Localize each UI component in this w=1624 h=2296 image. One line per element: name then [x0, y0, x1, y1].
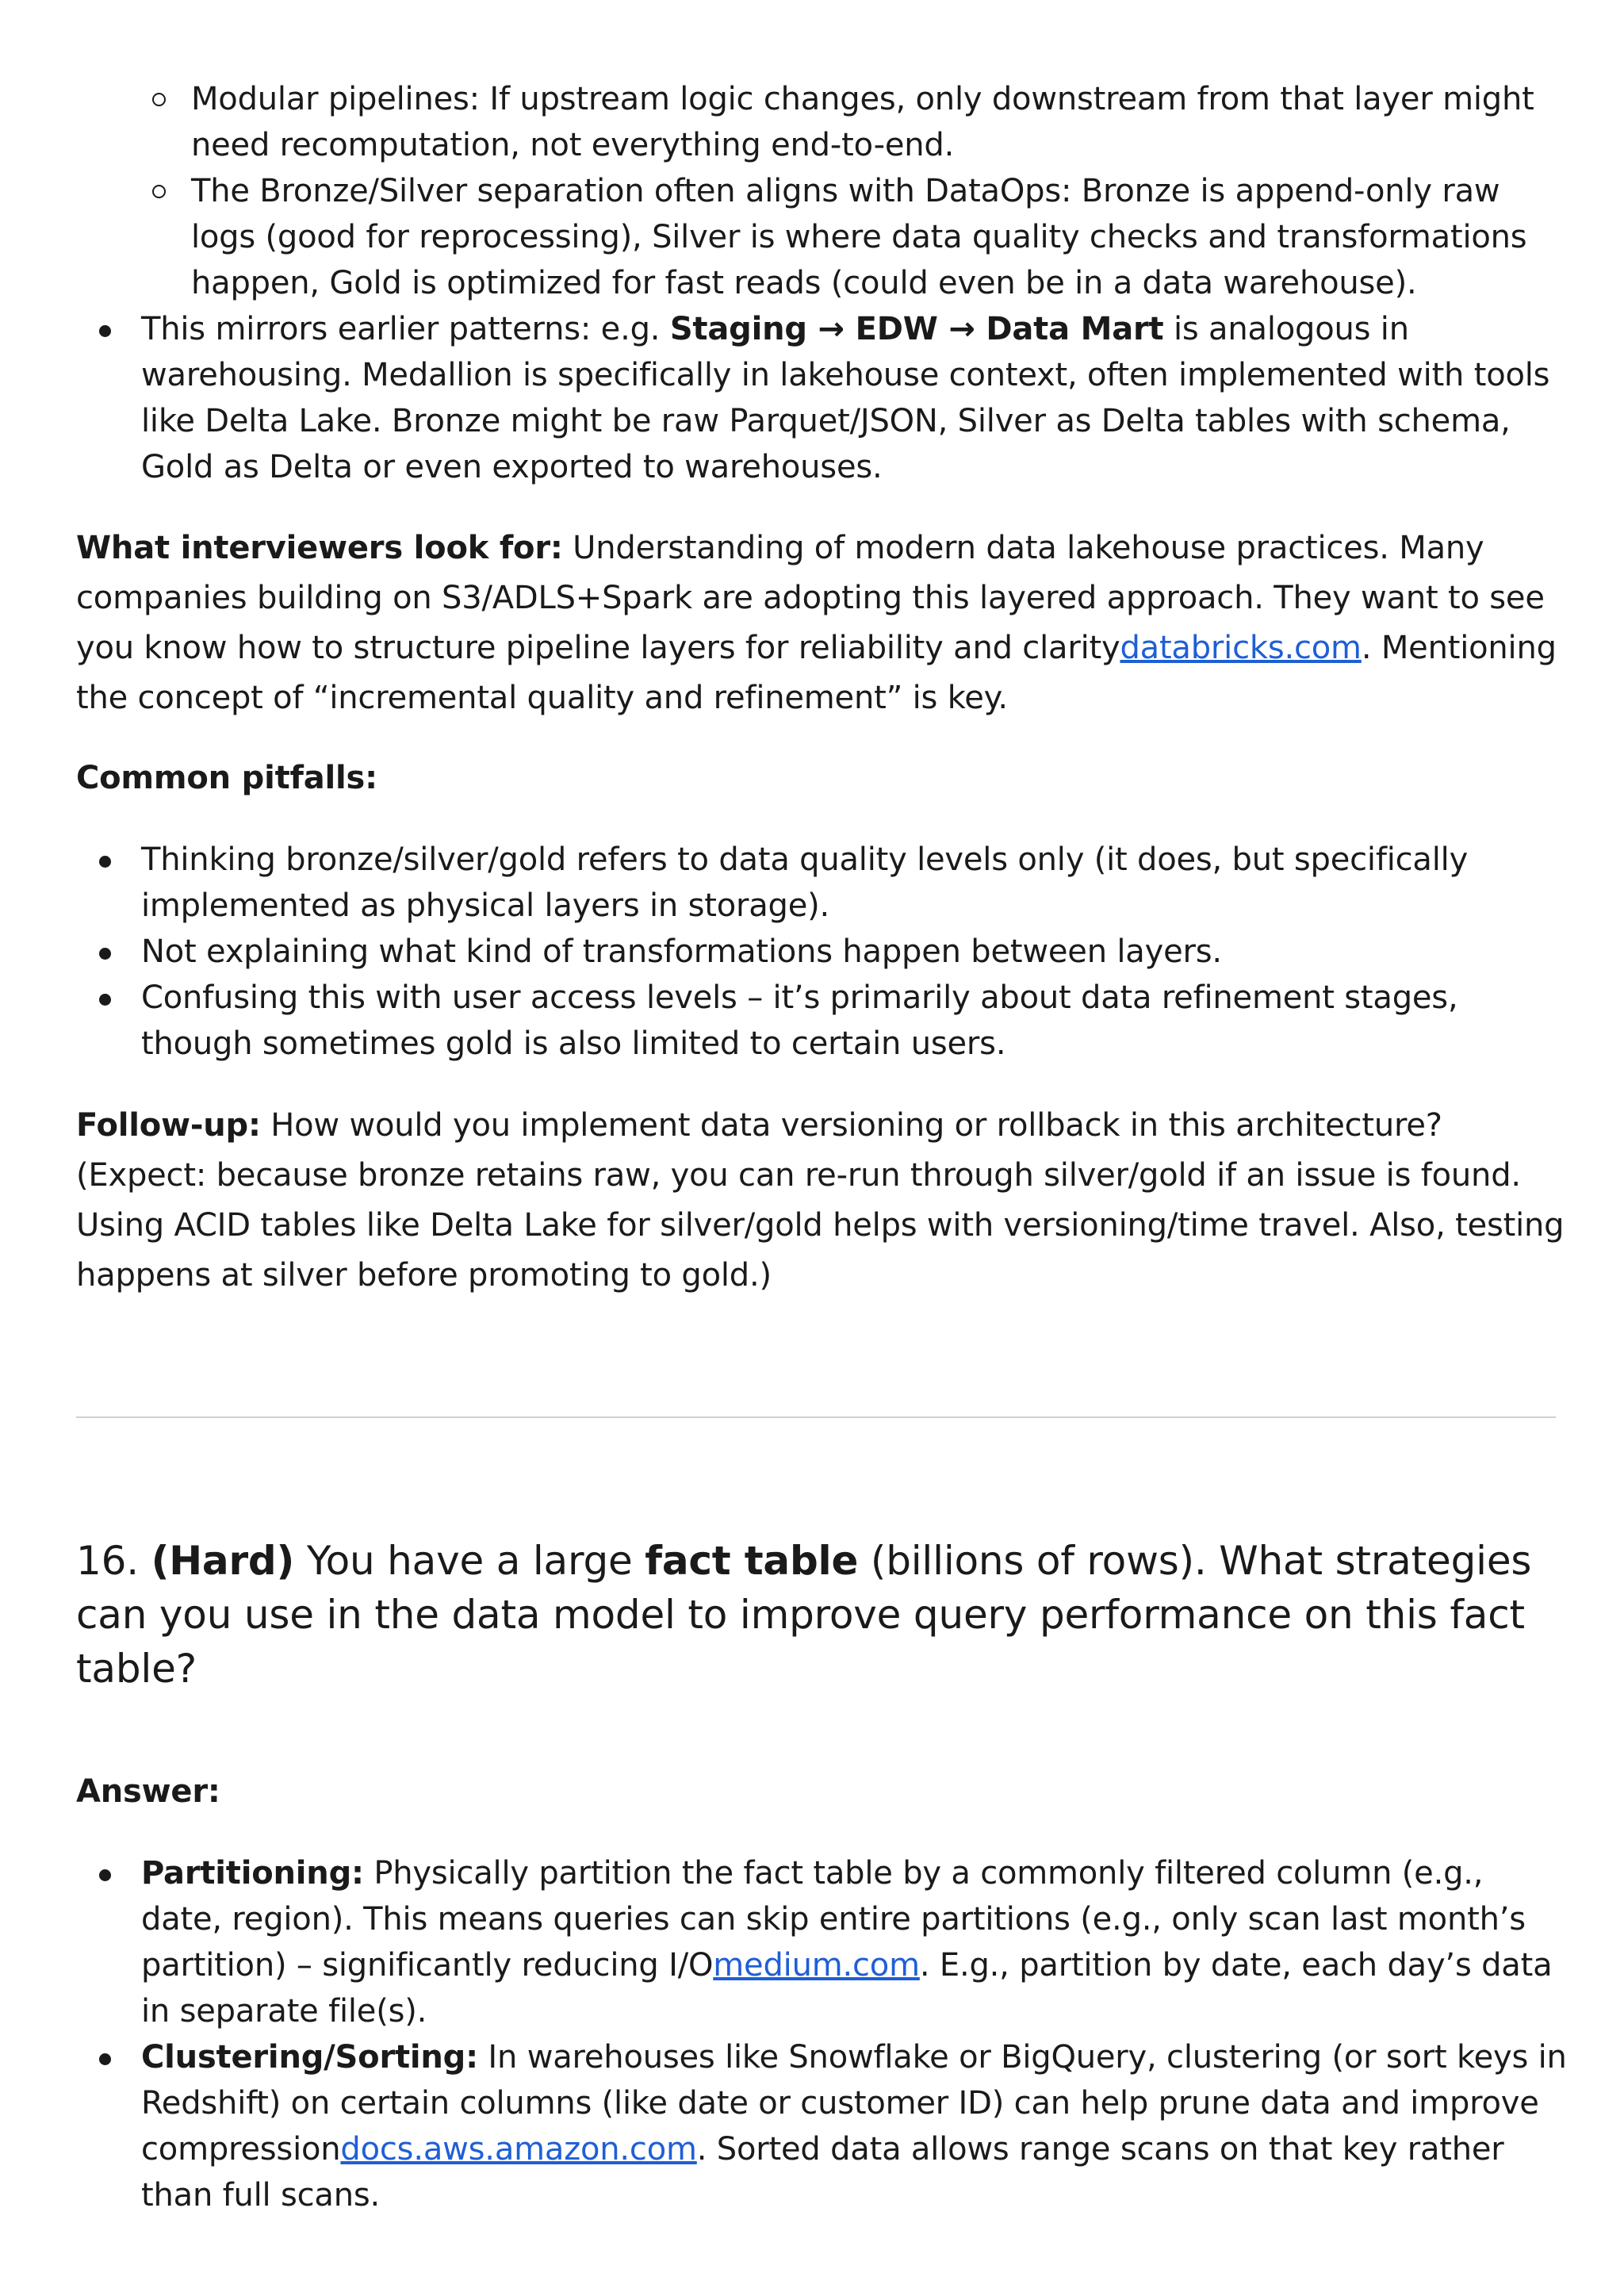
- interviewers-label: What interviewers look for:: [76, 530, 563, 566]
- partitioning-label: Partitioning:: [141, 1855, 364, 1892]
- list-item-text: is analogous in warehousing. Medallion is specifically in lakehouse context, often implemented with tools like Delta Lake. Bronze might be raw Parquet/JSON, Silver as Delta tables with schema, Gold as Delta or even exported to warehouses.: [141, 311, 1550, 485]
- interviewers-tail: . Mentioning the concept of “incremental quality and refinement” is key.: [76, 630, 1557, 716]
- list-item: [76, 837, 1567, 929]
- aws-docs-link[interactable]: docs.aws.amazon.com: [340, 2131, 697, 2168]
- followup-label: Follow-up:: [76, 1107, 261, 1144]
- question-heading: 16. (Hard) You have a large fact table (billions of rows). What strategies can you use in the data model to improve query performance on this fact table?: [76, 1538, 1532, 1692]
- section-divider: [76, 1416, 1556, 1418]
- followup-text: How would you implement data versioning or rollback in this architecture? (Expect: because bronze retains raw, you can re-run through silver/gold if an issue is found. Using ACID tables like Delta Lake for silver/gold helps with versioning/time travel. Also, testing happens at silver before promoting to gold.): [76, 1107, 1565, 1294]
- question-number: 16.: [76, 1538, 151, 1584]
- medium-link[interactable]: medium.com: [713, 1947, 920, 1984]
- list-item: Clustering/Sorting: In warehouses like Snowflake or BigQuery, clustering (or sort keys in Redshift) on certain columns (like date or customer ID) can help prune data and improve compressiondocs.aws.amazon.com. Sorted data allows range scans on that key rather than full scans.: [76, 2034, 1567, 2218]
- list-item: [76, 975, 1567, 1067]
- list-item-text: Not explaining what kind of transformations happen between layers.: [141, 933, 1222, 970]
- list-item: [76, 306, 1567, 490]
- list-item-text: Confusing this with user access levels – it’s primarily about data refinement stages, though sometimes gold is also limited to certain users.: [141, 979, 1458, 1062]
- bold-text: Staging → EDW → Data Mart: [669, 311, 1164, 347]
- list-item-text: This mirrors earlier patterns: e.g.: [141, 311, 670, 347]
- answer-label: Answer:: [76, 1773, 220, 1810]
- list-item-text: Thinking bronze/silver/gold refers to data quality levels only (it does, but specifically implemented as physical layers in storage).: [141, 841, 1469, 924]
- bold-text: fact table: [645, 1538, 859, 1584]
- pitfalls-list: [76, 837, 1567, 1067]
- databricks-link[interactable]: databricks.com: [1120, 630, 1362, 666]
- difficulty-label: (Hard): [151, 1538, 295, 1584]
- interviewers-text: Understanding of modern data lakehouse practices. Many companies building on S3/ADLS+Spark are adopting this layered approach. They want to see you know how to structure pipeline layers for reliability and clarity: [76, 530, 1545, 666]
- list-item: Partitioning: Physically partition the fact table by a commonly filtered column (e.g., date, region). This means queries can skip entire partitions (e.g., only scan last month’s partition) – significantly reducing I/Omedium.com. E.g., partition by date, each day’s data in separate file(s).: [76, 1850, 1567, 2034]
- answer-list: [76, 1850, 1567, 2218]
- list-item-text: Modular pipelines: If upstream logic changes, only downstream from that layer might need recomputation, not everything end-to-end.: [191, 81, 1534, 163]
- list-item-text: The Bronze/Silver separation often aligns with DataOps: Bronze is append-only raw logs (good for reprocessing), Silver is where data quality checks and transformations happen, Gold is optimized for fast reads (could even be in a data warehouse).: [191, 173, 1527, 301]
- list-item: [76, 76, 1567, 168]
- medallion-notes-list: [76, 76, 1567, 490]
- pitfalls-heading: Common pitfalls:: [76, 760, 377, 796]
- followup-paragraph: [76, 1101, 1567, 1301]
- list-item: [76, 929, 1567, 975]
- list-item: [76, 168, 1567, 306]
- interviewers-paragraph: [76, 523, 1567, 723]
- clustering-label: Clustering/Sorting:: [141, 2039, 478, 2076]
